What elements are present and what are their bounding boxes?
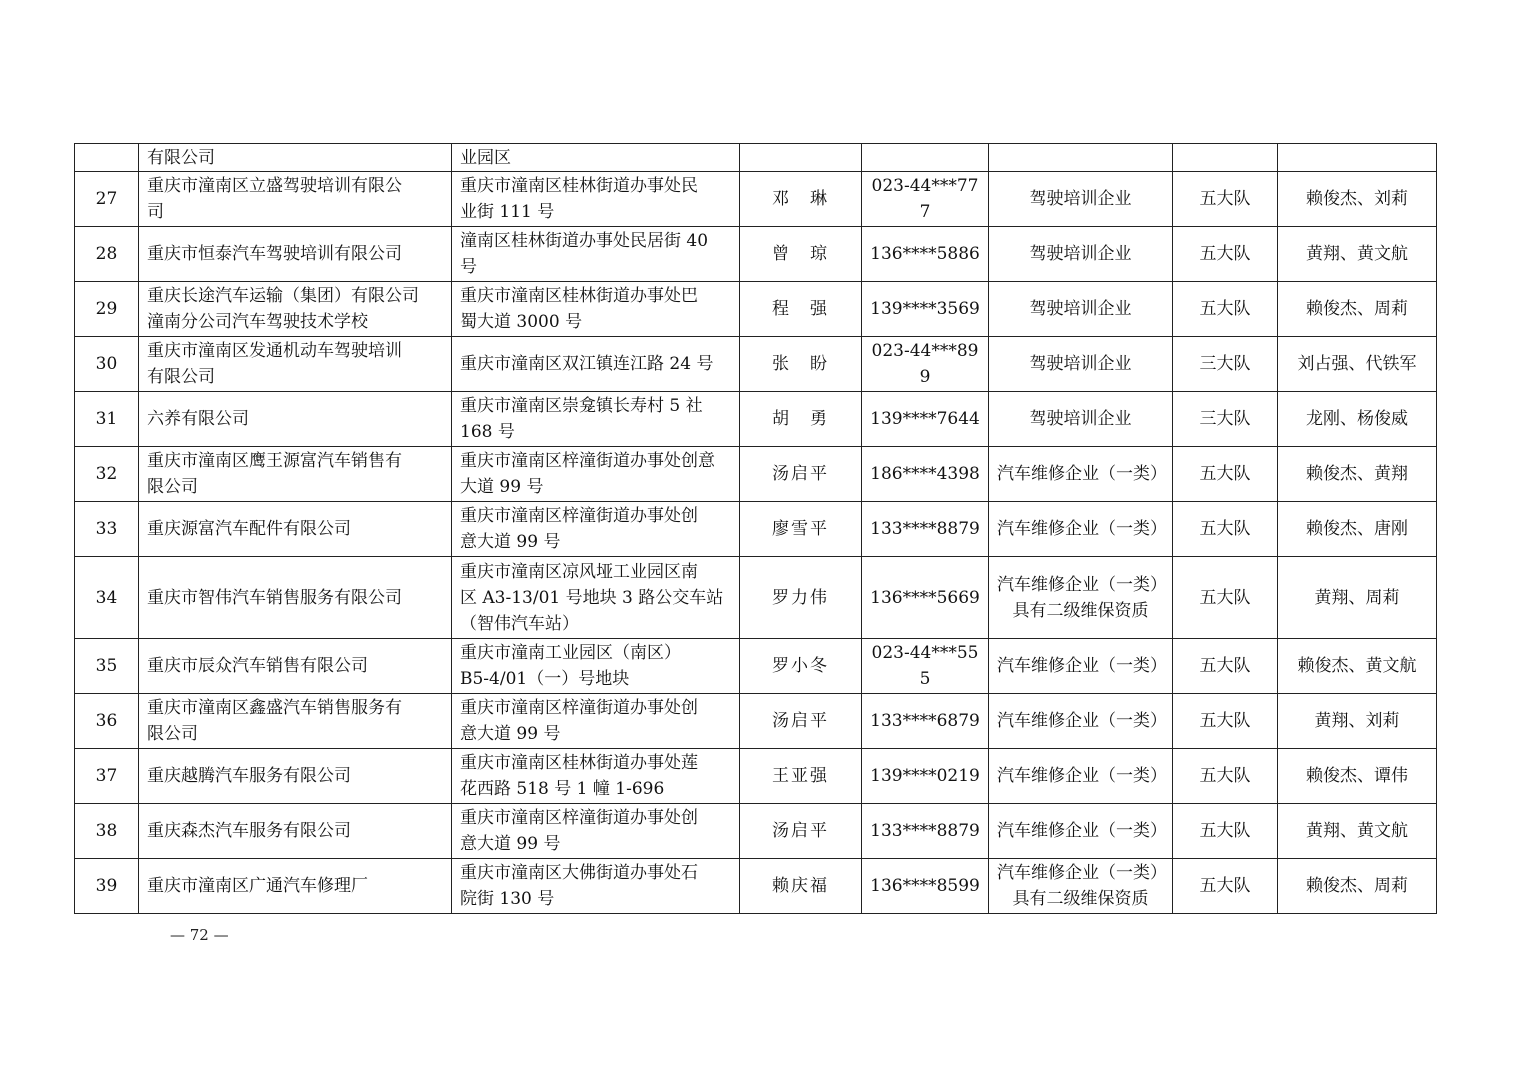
cell-no: 27 — [75, 172, 139, 227]
cell-officers: 赖俊杰、周莉 — [1278, 859, 1437, 914]
cell-type-line: 汽车维修企业（一类） — [997, 656, 1167, 676]
cell-name-line: 重庆源富汽车配件有限公司 — [147, 519, 351, 539]
cell-type — [989, 144, 1173, 172]
cell-phone-line: 136****5669 — [870, 587, 980, 608]
cell-team: 三大队 — [1173, 392, 1278, 447]
cell-person: 邓 琳 — [740, 172, 862, 227]
cell-name — [139, 282, 452, 337]
cell-phone — [862, 859, 989, 914]
table-row — [75, 694, 1437, 749]
cell-phone-line: 9 — [919, 367, 931, 387]
cell-person: 胡 勇 — [740, 392, 862, 447]
cell-type-line: 具有二级维保资质 — [1012, 889, 1149, 909]
cell-name-line: 重庆市智伟汽车销售服务有限公司 — [147, 587, 402, 608]
cell-officers — [1278, 144, 1437, 172]
cell-type-line: 汽车维修企业（一类） — [997, 574, 1167, 595]
cell-name — [139, 749, 452, 804]
cell-name-line: 重庆市恒泰汽车驾驶培训有限公司 — [147, 244, 402, 264]
cell-team: 五大队 — [1173, 172, 1278, 227]
cell-person — [740, 144, 862, 172]
cell-name — [139, 392, 452, 447]
cell-phone — [862, 447, 989, 502]
cell-type — [989, 172, 1173, 227]
table-body — [75, 144, 1437, 914]
cell-address — [452, 227, 740, 282]
cell-officers: 黄翔、周莉 — [1278, 557, 1437, 639]
cell-name-line: 司 — [147, 202, 164, 222]
cell-type-line: 汽车维修企业（一类） — [997, 711, 1167, 731]
cell-address — [452, 557, 740, 639]
cell-address-line: （智伟汽车站） — [460, 613, 579, 634]
cell-person: 罗力伟 — [740, 557, 862, 639]
cell-name — [139, 639, 452, 694]
cell-officers: 黄翔、刘莉 — [1278, 694, 1437, 749]
cell-type-line: 具有二级维保资质 — [1012, 600, 1149, 621]
table-row — [75, 804, 1437, 859]
cell-address — [452, 804, 740, 859]
table-row — [75, 749, 1437, 804]
cell-no: 29 — [75, 282, 139, 337]
cell-phone — [862, 282, 989, 337]
cell-team: 五大队 — [1173, 694, 1278, 749]
cell-address — [452, 282, 740, 337]
cell-team: 五大队 — [1173, 502, 1278, 557]
cell-address — [452, 172, 740, 227]
cell-type-line: 驾驶培训企业 — [1029, 409, 1132, 429]
cell-address-line: 重庆市潼南工业园区（南区） — [460, 643, 681, 663]
cell-address — [452, 694, 740, 749]
cell-phone-line: 133****8879 — [870, 821, 980, 841]
cell-name-line: 重庆市潼南区发通机动车驾驶培训 — [147, 341, 402, 361]
cell-phone — [862, 144, 989, 172]
cell-name-line: 重庆市潼南区立盛驾驶培训有限公 — [147, 176, 402, 196]
cell-name-line: 六养有限公司 — [147, 409, 249, 429]
cell-address-line: 重庆市潼南区凉风垭工业园区南 — [460, 561, 698, 582]
cell-address — [452, 859, 740, 914]
cell-address — [452, 639, 740, 694]
cell-person: 汤启平 — [740, 447, 862, 502]
cell-phone-line: 023-44***55 — [871, 643, 979, 663]
cell-type-line: 汽车维修企业（一类） — [997, 519, 1167, 539]
cell-address-line: 蜀大道 3000 号 — [460, 312, 583, 332]
cell-type — [989, 804, 1173, 859]
cell-team: 三大队 — [1173, 337, 1278, 392]
cell-phone — [862, 227, 989, 282]
cell-type — [989, 749, 1173, 804]
cell-team: 五大队 — [1173, 639, 1278, 694]
cell-person: 张 盼 — [740, 337, 862, 392]
cell-address-line: 区 A3-13/01 号地块 3 路公交车站 — [460, 587, 724, 608]
cell-type-line: 驾驶培训企业 — [1029, 244, 1132, 264]
cell-team: 五大队 — [1173, 447, 1278, 502]
cell-officers: 黄翔、黄文航 — [1278, 227, 1437, 282]
cell-phone — [862, 392, 989, 447]
cell-name — [139, 227, 452, 282]
cell-phone-line: 136****8599 — [870, 876, 980, 896]
cell-no: 37 — [75, 749, 139, 804]
cell-person: 汤启平 — [740, 804, 862, 859]
cell-address-line: 重庆市潼南区梓潼街道办事处创 — [460, 506, 698, 526]
cell-type — [989, 227, 1173, 282]
cell-person: 廖雪平 — [740, 502, 862, 557]
cell-person: 罗小冬 — [740, 639, 862, 694]
cell-address-line: 意大道 99 号 — [460, 724, 561, 744]
cell-type-line: 驾驶培训企业 — [1029, 354, 1132, 374]
cell-address-line: 重庆市潼南区梓潼街道办事处创 — [460, 698, 698, 718]
cell-no: 39 — [75, 859, 139, 914]
cell-no: 35 — [75, 639, 139, 694]
cell-phone — [862, 694, 989, 749]
cell-name — [139, 337, 452, 392]
cell-type-line: 汽车维修企业（一类） — [997, 863, 1167, 883]
cell-person: 王亚强 — [740, 749, 862, 804]
cell-name-line: 重庆市潼南区鹰王源富汽车销售有 — [147, 451, 402, 471]
cell-address-line: 业街 111 号 — [460, 202, 555, 222]
cell-name: 有限公司 — [139, 144, 452, 172]
cell-address — [452, 502, 740, 557]
cell-address-line: 重庆市潼南区大佛街道办事处石 — [460, 863, 698, 883]
page-number: — 72 — — [170, 926, 229, 944]
cell-team: 五大队 — [1173, 749, 1278, 804]
cell-name — [139, 694, 452, 749]
cell-type — [989, 859, 1173, 914]
cell-name — [139, 447, 452, 502]
cell-phone-line: 133****8879 — [870, 519, 980, 539]
cell-officers: 赖俊杰、黄翔 — [1278, 447, 1437, 502]
cell-address-line: 意大道 99 号 — [460, 834, 561, 854]
cell-phone — [862, 804, 989, 859]
cell-type — [989, 282, 1173, 337]
cell-no: 32 — [75, 447, 139, 502]
table-row — [75, 557, 1437, 639]
table-row — [75, 639, 1437, 694]
cell-type-line: 驾驶培训企业 — [1029, 299, 1132, 319]
cell-phone-line: 139****7644 — [870, 409, 980, 429]
cell-team: 五大队 — [1173, 557, 1278, 639]
cell-type — [989, 447, 1173, 502]
table-row — [75, 282, 1437, 337]
cell-address-line: 院街 130 号 — [460, 889, 555, 909]
cell-name-line: 潼南分公司汽车驾驶技术学校 — [147, 312, 368, 332]
cell-phone-line: 139****0219 — [870, 766, 980, 786]
cell-address-line: 潼南区桂林街道办事处民居街 40 — [460, 231, 709, 251]
cell-address-line: 重庆市潼南区崇龛镇长寿村 5 社 — [460, 396, 703, 416]
cell-person: 赖庆福 — [740, 859, 862, 914]
cell-name-line: 有限公司 — [147, 367, 215, 387]
cell-no: 30 — [75, 337, 139, 392]
cell-name-line: 重庆越腾汽车服务有限公司 — [147, 766, 351, 786]
continuation-row — [75, 144, 1437, 172]
cell-name-line: 限公司 — [147, 477, 198, 497]
cell-phone — [862, 502, 989, 557]
cell-address-line: 重庆市潼南区桂林街道办事处民 — [460, 176, 698, 196]
cell-type-line: 汽车维修企业（一类） — [997, 464, 1167, 484]
cell-address — [452, 392, 740, 447]
cell-name — [139, 557, 452, 639]
table-row — [75, 227, 1437, 282]
cell-phone-line: 023-44***89 — [871, 341, 979, 361]
cell-address-line: B5-4/01（一）号地块 — [460, 669, 630, 689]
cell-phone — [862, 172, 989, 227]
cell-address-line: 重庆市潼南区梓潼街道办事处创意 — [460, 451, 715, 471]
cell-phone — [862, 749, 989, 804]
cell-officers: 龙刚、杨俊威 — [1278, 392, 1437, 447]
cell-no: 38 — [75, 804, 139, 859]
cell-name-line: 重庆市潼南区鑫盛汽车销售服务有 — [147, 698, 402, 718]
cell-person: 汤启平 — [740, 694, 862, 749]
cell-team: 五大队 — [1173, 282, 1278, 337]
cell-no: 33 — [75, 502, 139, 557]
cell-name-line: 重庆市潼南区广通汽车修理厂 — [147, 876, 368, 896]
cell-officers: 赖俊杰、唐刚 — [1278, 502, 1437, 557]
cell-phone-line: 5 — [919, 669, 931, 689]
cell-phone-line: 186****4398 — [870, 464, 980, 484]
cell-type — [989, 392, 1173, 447]
cell-address-line: 意大道 99 号 — [460, 532, 561, 552]
cell-name-line: 重庆森杰汽车服务有限公司 — [147, 821, 351, 841]
cell-name-line: 重庆市辰众汽车销售有限公司 — [147, 656, 368, 676]
cell-name — [139, 804, 452, 859]
cell-name — [139, 502, 452, 557]
cell-address-line: 花西路 518 号 1 幢 1-696 — [460, 779, 665, 799]
cell-team: 五大队 — [1173, 859, 1278, 914]
cell-phone-line: 139****3569 — [870, 299, 980, 319]
cell-no: 28 — [75, 227, 139, 282]
cell-officers: 赖俊杰、周莉 — [1278, 282, 1437, 337]
cell-address-line: 重庆市潼南区桂林街道办事处巴 — [460, 286, 698, 306]
cell-address — [452, 337, 740, 392]
table-row — [75, 172, 1437, 227]
cell-type — [989, 694, 1173, 749]
cell-no: 31 — [75, 392, 139, 447]
cell-team: 五大队 — [1173, 804, 1278, 859]
cell-address-line: 重庆市潼南区双江镇连江路 24 号 — [460, 354, 714, 374]
table-row — [75, 337, 1437, 392]
cell-type-line: 汽车维修企业（一类） — [997, 766, 1167, 786]
cell-type — [989, 639, 1173, 694]
cell-phone-line: 133****6879 — [870, 711, 980, 731]
cell-name-line: 限公司 — [147, 724, 198, 744]
table-row — [75, 859, 1437, 914]
cell-phone-line: 023-44***77 — [871, 176, 979, 196]
cell-officers: 赖俊杰、黄文航 — [1278, 639, 1437, 694]
cell-officers: 刘占强、代铁军 — [1278, 337, 1437, 392]
cell-phone — [862, 639, 989, 694]
cell-type-line: 汽车维修企业（一类） — [997, 821, 1167, 841]
cell-address — [452, 749, 740, 804]
cell-no — [75, 144, 139, 172]
cell-phone — [862, 557, 989, 639]
cell-address: 业园区 — [452, 144, 740, 172]
cell-name — [139, 172, 452, 227]
cell-no: 34 — [75, 557, 139, 639]
cell-address-line: 号 — [460, 257, 477, 277]
table-row — [75, 502, 1437, 557]
table-row — [75, 447, 1437, 502]
cell-person: 程 强 — [740, 282, 862, 337]
cell-person: 曾 琼 — [740, 227, 862, 282]
cell-phone — [862, 337, 989, 392]
cell-team: 五大队 — [1173, 227, 1278, 282]
cell-address-line: 大道 99 号 — [460, 477, 544, 497]
cell-type-line: 驾驶培训企业 — [1029, 189, 1132, 209]
cell-type — [989, 557, 1173, 639]
cell-address — [452, 447, 740, 502]
enterprise-table — [74, 143, 1437, 914]
cell-officers: 赖俊杰、谭伟 — [1278, 749, 1437, 804]
cell-name — [139, 859, 452, 914]
cell-address-line: 重庆市潼南区梓潼街道办事处创 — [460, 808, 698, 828]
cell-officers: 赖俊杰、刘莉 — [1278, 172, 1437, 227]
cell-phone-line: 7 — [919, 202, 931, 222]
cell-type — [989, 337, 1173, 392]
cell-no: 36 — [75, 694, 139, 749]
cell-type — [989, 502, 1173, 557]
cell-team — [1173, 144, 1278, 172]
table-row — [75, 392, 1437, 447]
cell-address-line: 重庆市潼南区桂林街道办事处莲 — [460, 753, 698, 773]
cell-phone-line: 136****5886 — [870, 244, 980, 264]
cell-officers: 黄翔、黄文航 — [1278, 804, 1437, 859]
cell-name-line: 重庆长途汽车运输（集团）有限公司 — [147, 286, 419, 306]
cell-address-line: 168 号 — [460, 422, 515, 442]
